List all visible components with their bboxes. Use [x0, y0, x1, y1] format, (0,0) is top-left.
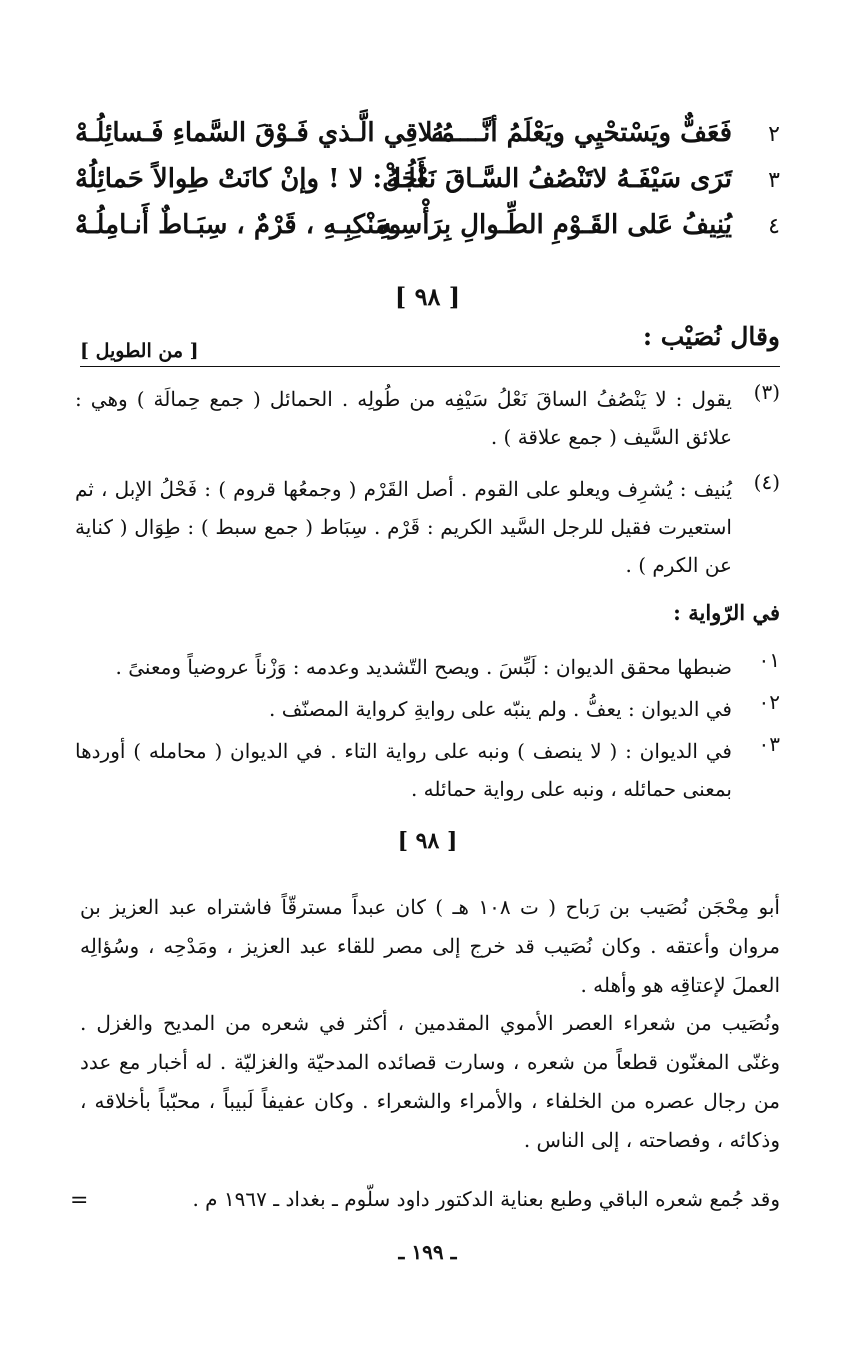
page-number: ـ ١٩٩ ـ: [398, 1240, 457, 1264]
footnote-text: يقول : لا يَنْصُفُ الساقَ نَعْلُ سَيْفِه من طُولِه . الحمائل ( جمع حِمالَة ) وهي : علائق السَّيف ( جمع علاقة ) .: [75, 387, 732, 449]
verse-line: [75, 210, 780, 256]
riwaya-item: [75, 648, 780, 686]
riwaya-item: [75, 732, 780, 812]
footnote-number: (٣): [753, 380, 780, 404]
riwaya-text: في الديوان : يعفُّ . ولم ينبّه على روايةِ كرواية المصنّف .: [269, 697, 732, 721]
poem-number: [ ٩٨ ]: [394, 282, 461, 311]
footnote: [75, 470, 780, 585]
riwaya-title: في الرّواية :: [673, 600, 780, 625]
meter-label: [ من الطويل ]: [80, 340, 199, 362]
section-heading: وقال نُصَيْب :: [642, 322, 780, 351]
verse-second-hemistich: مُـلاقِي الَّـذي فَـوْقَ السَّماءِ فَـسائِلُـهْ: [75, 118, 455, 148]
verse-line: [75, 118, 780, 164]
footnote: [75, 380, 780, 460]
footnote-number: (٤): [753, 470, 780, 494]
verse-first-hemistich: يُنِيفُ عَلى القَـوْمِ الطِّـوالِ بِرَأْسِـهِ: [378, 210, 732, 240]
riwaya-number: ٠٢: [758, 690, 780, 714]
bio-paragraph: ونُصَيب من شعراء العصر الأموي المقدمين ، أكثر في شعره من المديح والغزل . وغنّى المغنّون قطعاً من شعره ، وسارت قصائده المدحيّة والغزليّة . له أخبار مع عدد من رجال عصره من الخلفاء ، والأمراء والشعراء . وكان عفيفاً لَبيباً ، محبّباً بأخلاقه ، وذكائه ، وفصاحته ، إلى الناس .: [80, 1011, 780, 1152]
riwaya-text: في الديوان : ( لا ينصف ) ونبه على رواية التاء . في الديوان ( محامله ) أوردها بمعنى حمائله ، ونبه على رواية حمائله .: [75, 739, 732, 801]
poem-number: [ ٩٨ ]: [397, 828, 458, 854]
verse-line: [75, 164, 780, 210]
verse-number: ٣: [768, 168, 780, 193]
footnote-text: يُنيف : يُشرِف ويعلو على القوم . أصل القَرْم ( وجمعُها قروم ) : فَحْلُ الإبل ، ثم استعيرت فقيل للرجل السَّيد الكريم : قَرْم . سِبَاط ( جمع سبط ) : طِوَال ( كناية عن الكرم ) .: [75, 477, 732, 577]
verse-first-hemistich: فَعَفٌّ ويَسْتحْيِي ويَعْلَمُ أنَّـــــهُ: [431, 118, 732, 148]
riwaya-number: ٠١: [758, 648, 780, 672]
verse-number: ٤: [768, 214, 780, 239]
bio-paragraph: أبو مِحْجَن نُصَيب بن رَباح ( ت ١٠٨ هـ ) كان عبداً مسترقّاً فاشتراه عبد العزيز بن مروان وأعتقه . وكان نُصَيب قد خرج إلى مصر للقاء عبد العزيز ، ومَدْحِه ، وسُؤالِه العملَ لإعتاقِه هو وأهله .: [80, 895, 780, 997]
bio-paragraph: وقد جُمع شعره الباقي وطبع بعناية الدكتور داود سلّوم ـ بغداد ـ ١٩٦٧ م .: [192, 1187, 780, 1211]
verse-first-hemistich: تَرَى سَيْفَـهُ لاتَنْصُفُ السَّـاقَ نَعْلُـهُ: [386, 164, 732, 194]
riwaya-number: ٠٣: [758, 732, 780, 756]
continuation-mark: =: [70, 1188, 89, 1213]
verse-number: ٢: [768, 122, 780, 147]
riwaya-item: [75, 690, 780, 728]
verse-second-hemistich: ومَنْكِبِـهِ ، قَرْمٌ ، سِبَـاطٌ أَنـامِلُـهْ: [75, 210, 402, 240]
riwaya-text: ضبطها محقق الديوان : لَبِّسَ . ويصح التّشديد وعدمه : وَزْناً عروضياً ومعنىً .: [115, 655, 732, 679]
footnote-divider: [80, 366, 780, 367]
verse-second-hemistich: أَجَلْ: لا ! وإنْ كانَتْ طِوالاً حَمائِلُهْ: [75, 164, 426, 194]
